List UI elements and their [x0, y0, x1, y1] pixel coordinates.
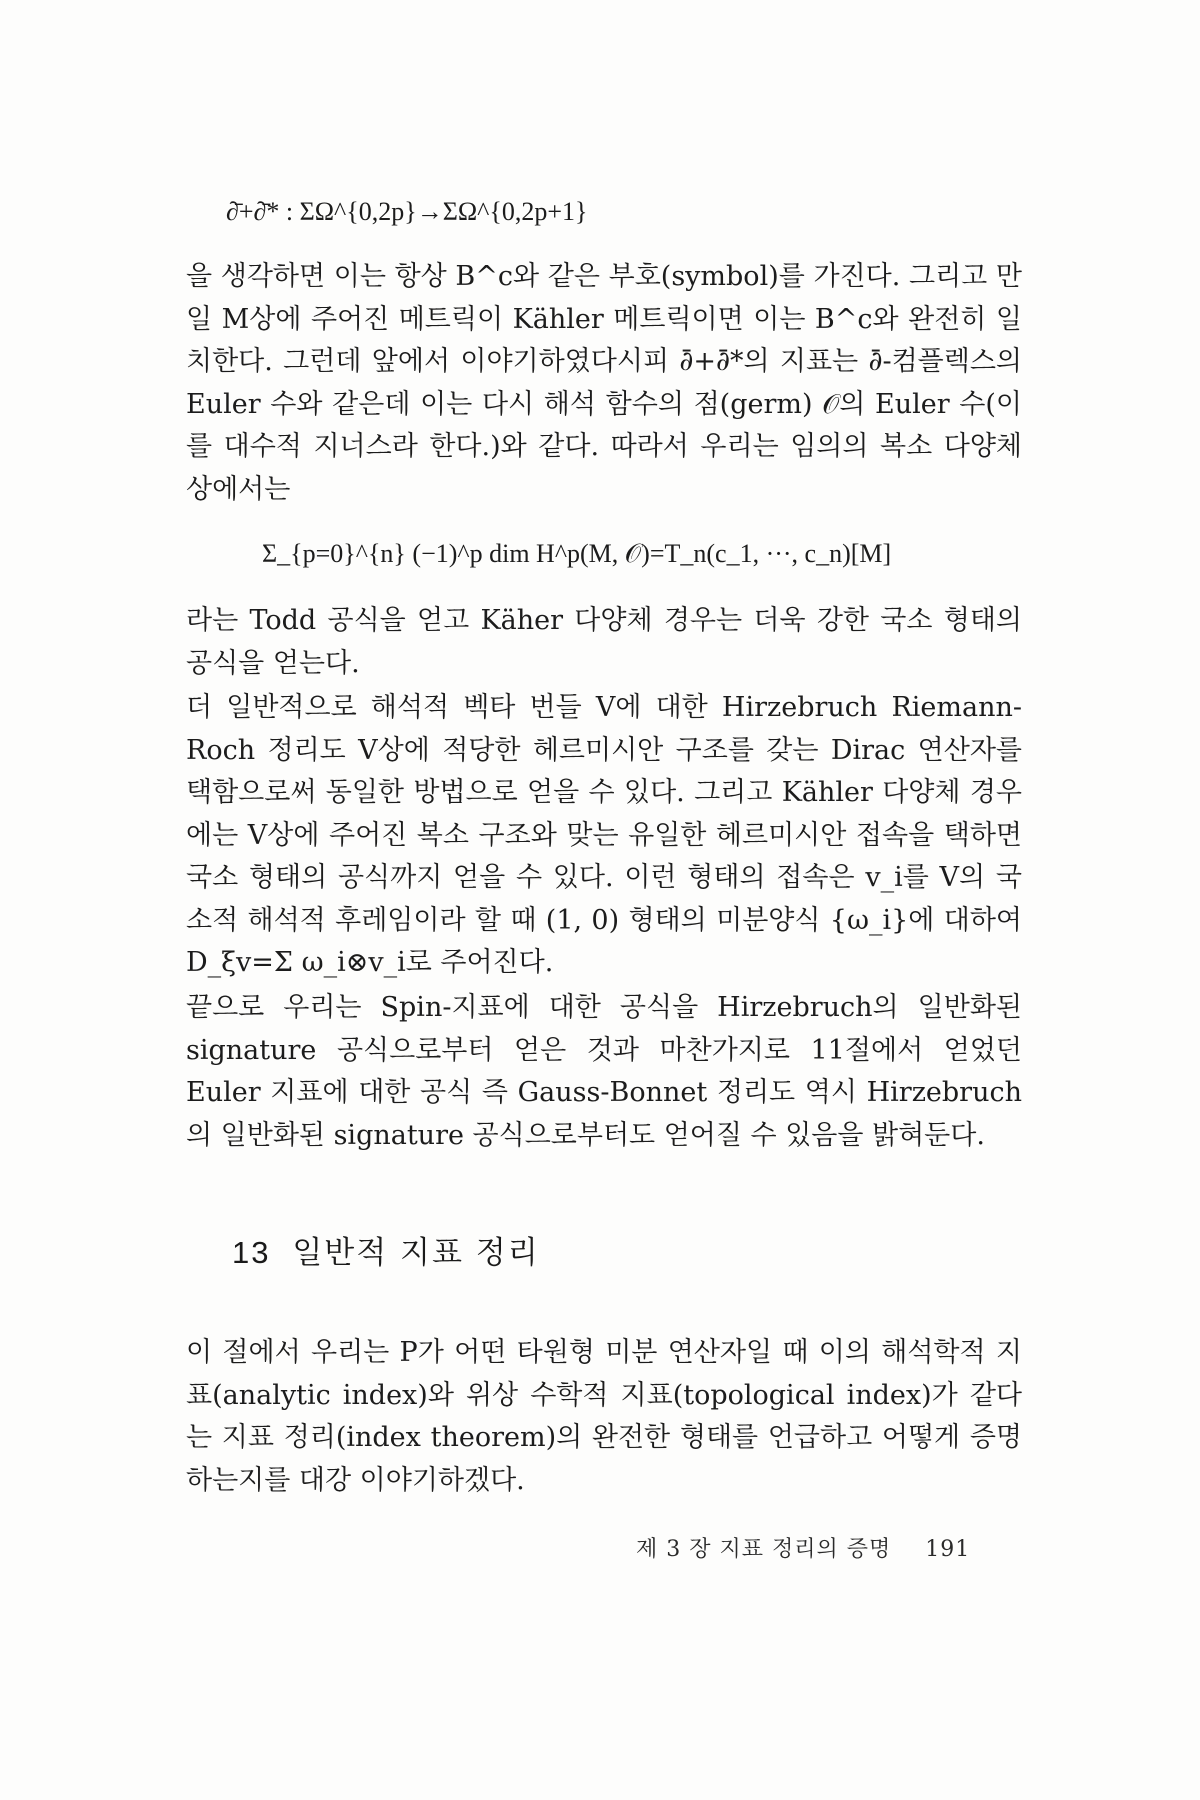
formula-todd: Σ_{p=0}^{n} (−1)^p dim H^p(M, 𝒪)=T_n(c_1, ···, c_n)[M] [262, 539, 892, 568]
paragraph-hirzebruch-riemann-roch: 더 일반적으로 해석적 벡타 번들 V에 대한 Hirzebruch Riemann-Roch 정리도 V상에 적당한 헤르미시안 구조를 갖는 Dirac 연산자를 택함으로써 동일한 방법으로 얻을 수 있다. 그리고 Kähler 다양체 경우에는 V상에 주어진 복소 구조와 맞는 유일한 헤르미시안 접속을 택하면 국소 형태의 공식까지 얻을 수 있다. 이런 형태의 접속은 v_i를 V의 국소적 해석적 후레임이라 할 때 (1, 0) 형태의 미분양식 {ω_i}에 대하여 D_ξv=Σ ω_i⊗v_i로 주어진다. [186, 692, 1022, 978]
paragraph-index-theorem-intro: 이 절에서 우리는 P가 어떤 타원형 미분 연산자일 때 이의 해석학적 지표(analytic index)와 위상 수학적 지표(topological index)가 같다는 지표 정리(index theorem)의 완전한 형태를 언급하고 어떻게 증명하는지를 대강 이야기하겠다. [186, 1337, 1022, 1496]
running-chapter-title: 제 3 장 지표 정리의 증명 [636, 1537, 892, 1562]
paragraph-todd-formula: 라는 Todd 공식을 얻고 Käher 다양체 경우는 더욱 강한 국소 형태의 공식을 얻는다. [186, 605, 1022, 679]
formula-dolbeault-operator: ∂̄+∂̄* : ΣΩ^{0,2p}→ΣΩ^{0,2p+1} [226, 197, 588, 226]
paragraph-spin-index: 끝으로 우리는 Spin-지표에 대한 공식을 Hirzebruch의 일반화된 signature 공식으로부터 얻은 것과 마찬가지로 11절에서 얻었던 Euler 지표에 대한 공식 즉 Gauss-Bonnet 정리도 역시 Hirzebruch의 일반화된 signature 공식으로부터도 얻어질 수 있음을 밝혀둔다. [186, 992, 1022, 1151]
section-number: 13 [232, 1235, 271, 1270]
page-footer [636, 1532, 970, 1563]
section-heading [232, 1227, 540, 1272]
paragraph-kahler-signature: 을 생각하면 이는 항상 B^c와 같은 부호(symbol)를 가진다. 그리고 만일 M상에 주어진 메트릭이 Kähler 메트릭이면 이는 B^c와 완전히 일치한다. 그런데 앞에서 이야기하였다시피 ∂̄+∂̄*의 지표는 ∂̄-컴플렉스의 Euler 수와 같은데 이는 다시 해석 함수의 점(germ) 𝒪의 Euler 수(이를 대수적 지너스라 한다.)와 같다. 따라서 우리는 임의의 복소 다양체 상에서는 [186, 261, 1022, 505]
page-number: 191 [925, 1537, 971, 1562]
section-title-text: 일반적 지표 정리 [292, 1235, 540, 1271]
